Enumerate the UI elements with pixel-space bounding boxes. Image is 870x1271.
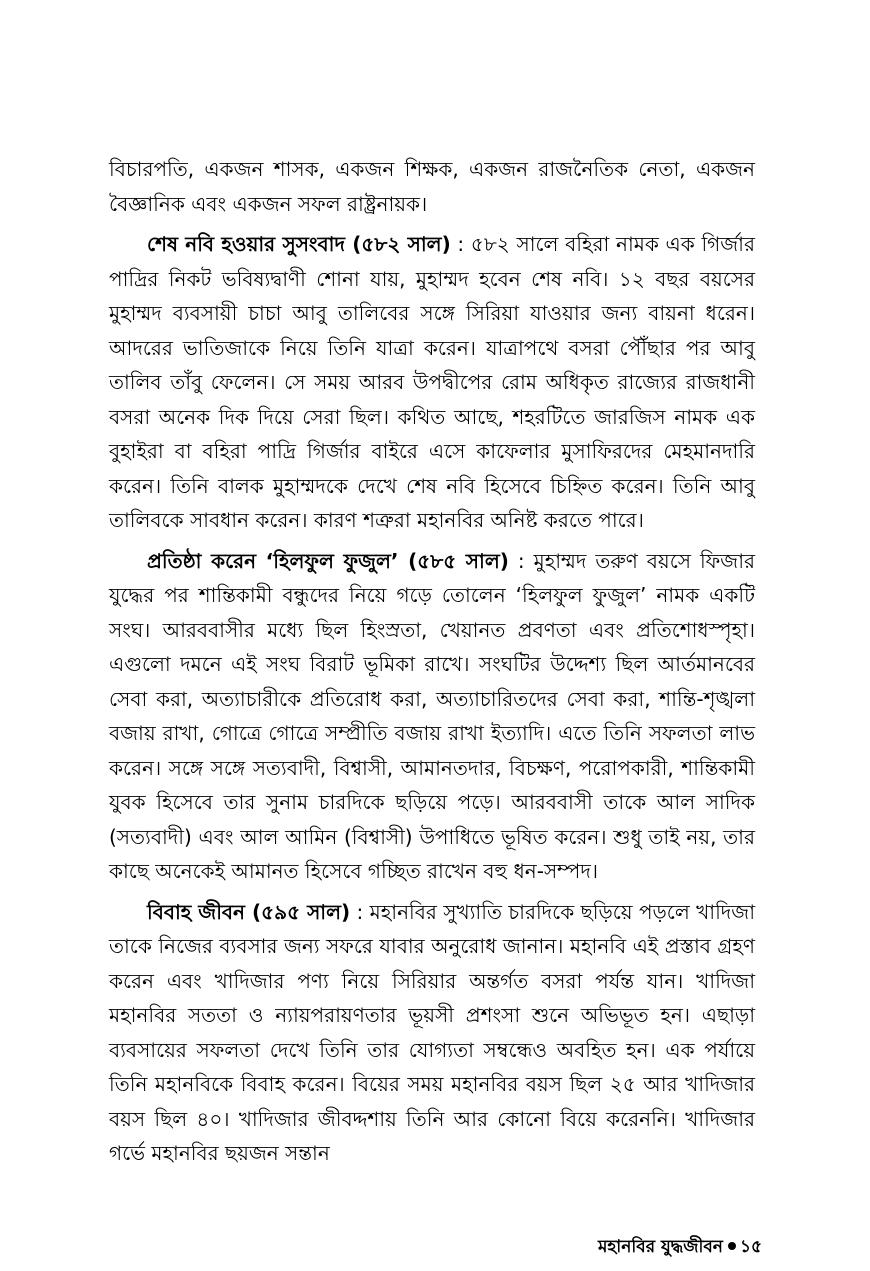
paragraph-hilful-fuzul bbox=[109, 544, 755, 889]
paragraph-continuation bbox=[109, 152, 755, 221]
paragraph-text: : মুহাম্মদ তরুণ বয়সে ফিজার যুদ্ধের পর শান্তিকামী বন্ধুদের নিয়ে গড়ে তোলেন ‘হিলফুল ফুজুল’ নামক একটি সংঘ। আরববাসীর মধ্যে ছিল হিংস্রতা, খেয়ানত প্রবণতা এবং প্রতিশোধস্পৃহা। এগুলো দমনে এই সংঘ বিরাট ভূমিকা রাখে। সংঘটির উদ্দেশ্য ছিল আর্তমানবের সেবা করা, অত্যাচারীকে প্রতিরোধ করা, অত্যাচারিতদের সেবা করা, শান্তি-শৃঙ্খলা বজায় রাখা, গোত্রে গোত্রে সম্প্রীতি বজায় রাখা ইত্যাদি। এতে তিনি সফলতা লাভ করেন। সঙ্গে সঙ্গে সত্যবাদী, বিশ্বাসী, আমানতদার, বিচক্ষণ, পরোপকারী, শান্তিকামী যুবক হিসেবে তার সুনাম চারদিকে ছড়িয়ে পড়ে। আরববাসী তাকে আল সাদিক (সত্যবাদী) এবং আল আমিন (বিশ্বাসী) উপাধিতে ভূষিত করেন। শুধু তাই নয়, তার কাছে অনেকেই আমানত হিসেবে গচ্ছিত রাখেন বহু ধন-সম্পদ। bbox=[109, 548, 755, 883]
section-heading-marriage: বিবাহ জীবন (৫৯৫ সাল) bbox=[147, 899, 351, 924]
section-heading-prophecy: শেষ নবি হওয়ার সুসংবাদ (৫৮২ সাল) bbox=[147, 232, 451, 256]
paragraph-text: : মহানবির সুখ্যাতি চারদিকে ছড়িয়ে পড়লে খাদিজা তাকে নিজের ব্যবসার জন্য সফরে যাবার অনুরোধ জানান। মহানবি এই প্রস্তাব গ্রহণ করেন এবং খাদিজার পণ্য নিয়ে সিরিয়ার অন্তর্গত বসরা পর্যন্ত যান। খাদিজা মহানবির সততা ও ন্যায়পরায়ণতার ভূয়সী প্রশংসা শুনে অভিভূত হন। এছাড়া ব্যবসায়ের সফলতা দেখে তিনি তার যোগ্যতা সম্বন্ধেও অবহিত হন। এক পর্যায়ে তিনি মহানবিকে বিবাহ করেন। বিয়ের সময় মহানবির বয়স ছিল ২৫ আর খাদিজার বয়স ছিল ৪০। খাদিজার জীবদ্দশায় তিনি আর কোনো বিয়ে করেননি। খাদিজার গর্ভে মহানবির ছয়জন সন্তান bbox=[109, 899, 755, 1165]
page-footer bbox=[598, 1234, 762, 1262]
page-body bbox=[109, 152, 755, 1171]
paragraph-text: বিচারপতি, একজন শাসক, একজন শিক্ষক, একজন রাজনৈতিক নেতা, একজন বৈজ্ঞানিক এবং একজন সফল রাষ্ট্রনায়ক। bbox=[109, 157, 755, 216]
section-heading-hilful-fuzul: প্রতিষ্ঠা করেন ‘হিলফুল ফুজুল’ (৫৮৫ সাল) bbox=[147, 548, 509, 573]
paragraph-prophecy bbox=[109, 227, 755, 538]
paragraph-marriage bbox=[109, 895, 755, 1171]
running-title: মহানবির যুদ্ধজীবন bbox=[597, 1237, 723, 1257]
page-number: ১৫ bbox=[739, 1237, 762, 1257]
bullet-icon bbox=[728, 1242, 736, 1250]
paragraph-text: : ৫৮২ সালে বহিরা নামক এক গির্জার পাদ্রির নিকট ভবিষ্যদ্বাণী শোনা যায়, মুহাম্মদ হবেন শেষ নবি। ১২ বছর বয়সের মুহাম্মদ ব্যবসায়ী চাচা আবু তালিবের সঙ্গে সিরিয়া যাওয়ার জন্য বায়না ধরেন। আদরের ভাতিজাকে নিয়ে তিনি যাত্রা করেন। যাত্রাপথে বসরা পৌঁছার পর আবু তালিব তাঁবু ফেলেন। সে সময় আরব উপদ্বীপের রোম অধিকৃত রাজ্যের রাজধানী বসরা অনেক দিক দিয়ে সেরা ছিল। কথিত আছে, শহরটিতে জারজিস নামক এক বুহাইরা বা বহিরা পাদ্রি গির্জার বাইরে এসে কাফেলার মুসাফিরদের মেহমানদারি করেন। তিনি বালক মুহাম্মদকে দেখে শেষ নবি হিসেবে চিহ্নিত করেন। তিনি আবু তালিবকে সাবধান করেন। কারণ শত্রুরা মহানবির অনিষ্ট করতে পারে। bbox=[109, 232, 755, 532]
